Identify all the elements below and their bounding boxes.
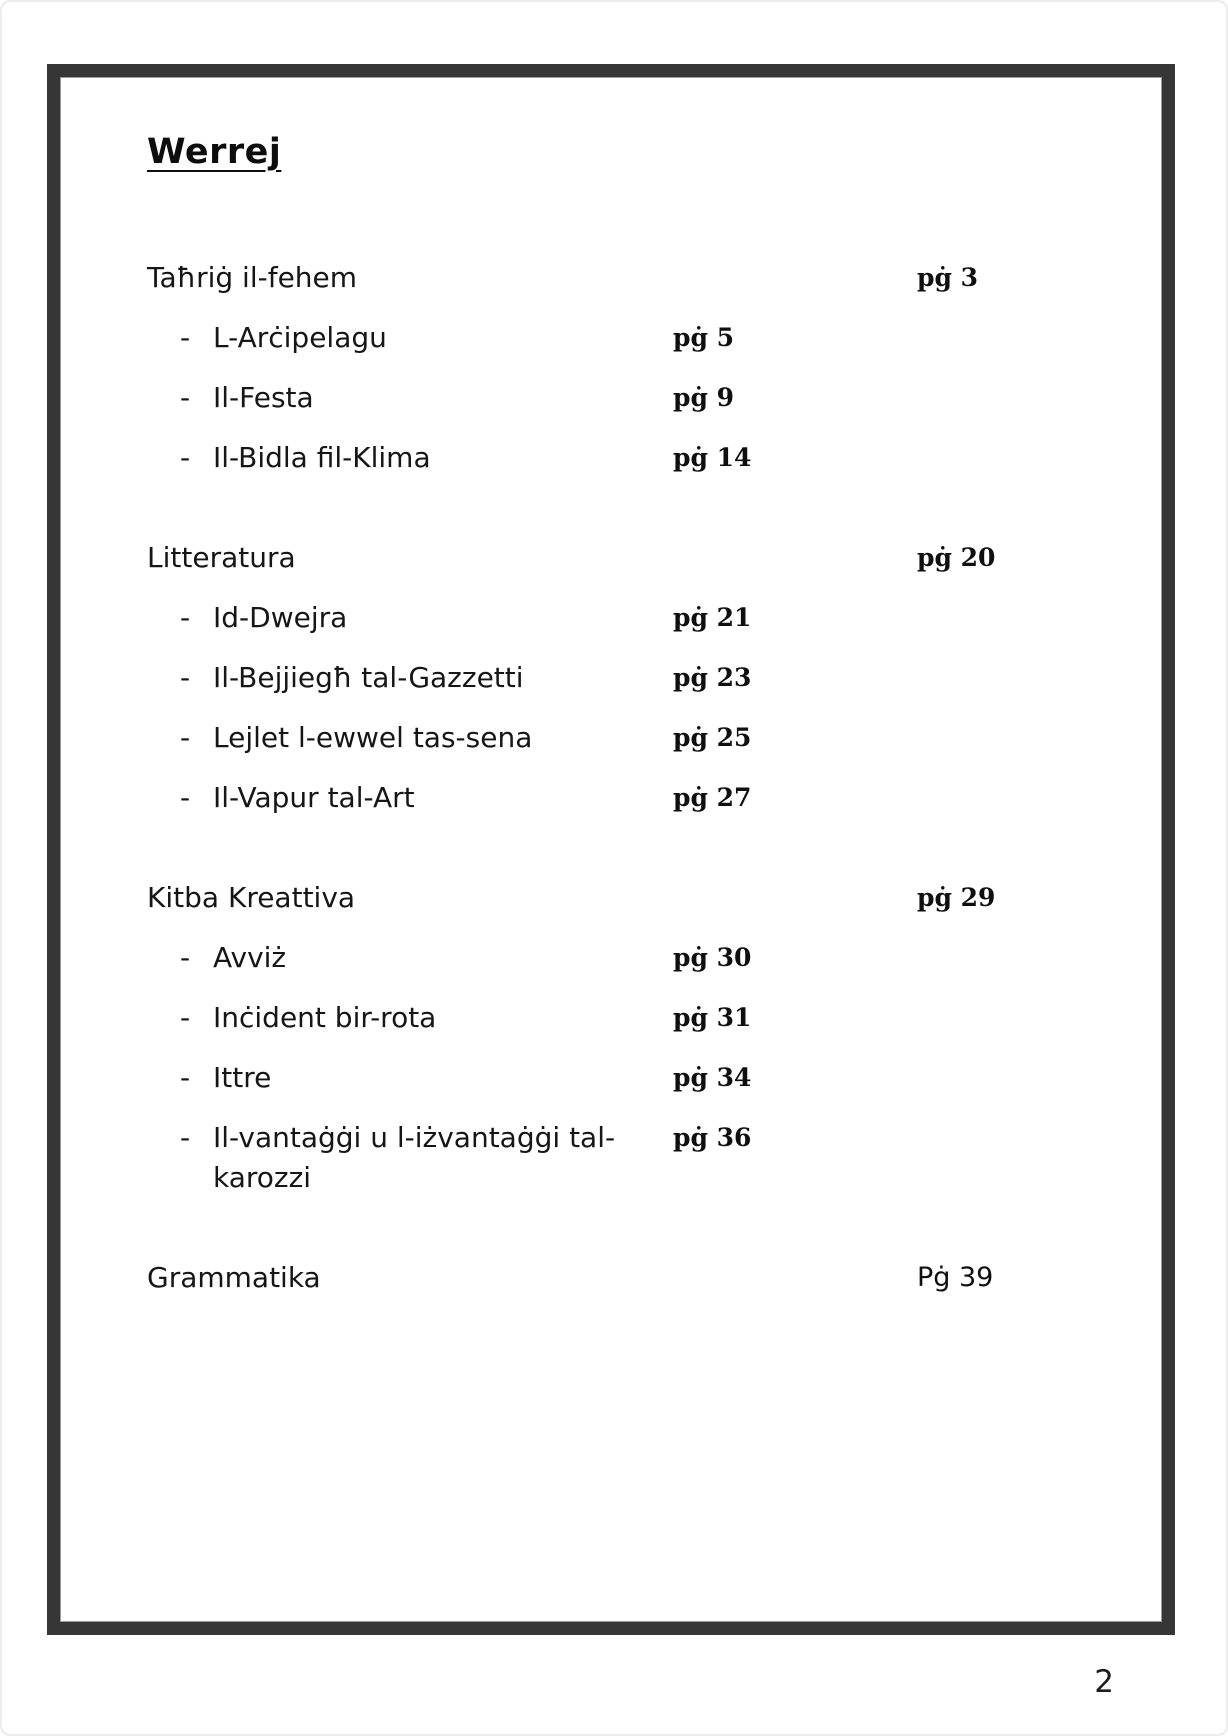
toc-page-ref: pġ 31: [673, 1003, 752, 1032]
toc-item-label: Il-Bidla fil-Klima: [213, 441, 431, 474]
toc-item-row: [147, 1058, 1017, 1098]
toc-item-label: Inċident bir-rota: [213, 1001, 437, 1034]
dash-bullet: -: [180, 601, 191, 634]
dash-bullet: -: [180, 321, 191, 354]
toc-section-title: Grammatika: [147, 1261, 321, 1294]
toc-item-label: Ittre: [213, 1061, 272, 1094]
toc-item-row: [147, 1118, 1017, 1198]
toc-item-label: Lejlet l-ewwel tas-sena: [213, 721, 533, 754]
dash-bullet: -: [180, 1001, 191, 1034]
document-content: [60, 77, 1162, 1298]
toc-item-label: Il-vantaġġi u l-iżvantaġġi tal-karozzi: [213, 1121, 616, 1194]
toc-item-row: [147, 598, 1017, 638]
toc-item-label: Il-Festa: [213, 381, 314, 414]
toc-page-ref: pġ 9: [673, 383, 735, 412]
toc-section-row: [147, 1258, 1017, 1298]
toc-item-row: [147, 718, 1017, 758]
toc-page-ref: pġ 14: [673, 443, 752, 472]
toc-item-row: [147, 438, 1017, 478]
toc-section-title: Litteratura: [147, 541, 296, 574]
toc-page-ref: pġ 30: [673, 943, 752, 972]
toc-page-ref: pġ 21: [673, 603, 752, 632]
toc-item-row: [147, 938, 1017, 978]
toc-item-label: Il-Bejjiegħ tal-Gazzetti: [213, 661, 524, 694]
toc-item-label: Id-Dwejra: [213, 601, 348, 634]
toc-page-ref: pġ 27: [673, 783, 752, 812]
toc-page-ref: pġ 5: [673, 323, 735, 352]
footer-page-number: 2: [1094, 1664, 1114, 1700]
toc-item-label: L-Arċipelagu: [213, 321, 387, 354]
toc-section-row: [147, 538, 1017, 578]
toc-item-row: [147, 998, 1017, 1038]
dash-bullet: -: [180, 721, 191, 754]
document-border-frame: [47, 64, 1175, 1635]
dash-bullet: -: [180, 661, 191, 694]
toc-section-row: [147, 258, 1017, 298]
toc-page-ref: pġ 34: [673, 1063, 752, 1092]
dash-bullet: -: [180, 1061, 191, 1094]
toc-page-ref: Pġ 39: [917, 1262, 994, 1293]
toc-section-title: Taħriġ il-fehem: [147, 261, 358, 294]
toc-page-ref: pġ 3: [917, 263, 979, 292]
dash-bullet: -: [180, 781, 191, 814]
toc-item-label: Il-Vapur tal-Art: [213, 781, 415, 814]
toc-page-ref: pġ 20: [917, 543, 996, 572]
toc-page-ref: pġ 25: [673, 723, 752, 752]
toc-item-row: [147, 658, 1017, 698]
toc-section-title: Kitba Kreattiva: [147, 881, 356, 914]
dash-bullet: -: [180, 441, 191, 474]
toc-page-ref: pġ 23: [673, 663, 752, 692]
toc-item-row: [147, 318, 1017, 358]
toc-section-row: [147, 878, 1017, 918]
table-of-contents: [147, 258, 1017, 1298]
dash-bullet: -: [180, 1121, 191, 1154]
dash-bullet: -: [180, 381, 191, 414]
page-title: Werrej: [147, 132, 282, 172]
toc-item-row: [147, 378, 1017, 418]
toc-item-label: Avviż: [213, 941, 287, 974]
toc-item-row: [147, 778, 1017, 818]
toc-page-ref: pġ 36: [673, 1123, 752, 1152]
toc-page-ref: pġ 29: [917, 883, 996, 912]
dash-bullet: -: [180, 941, 191, 974]
